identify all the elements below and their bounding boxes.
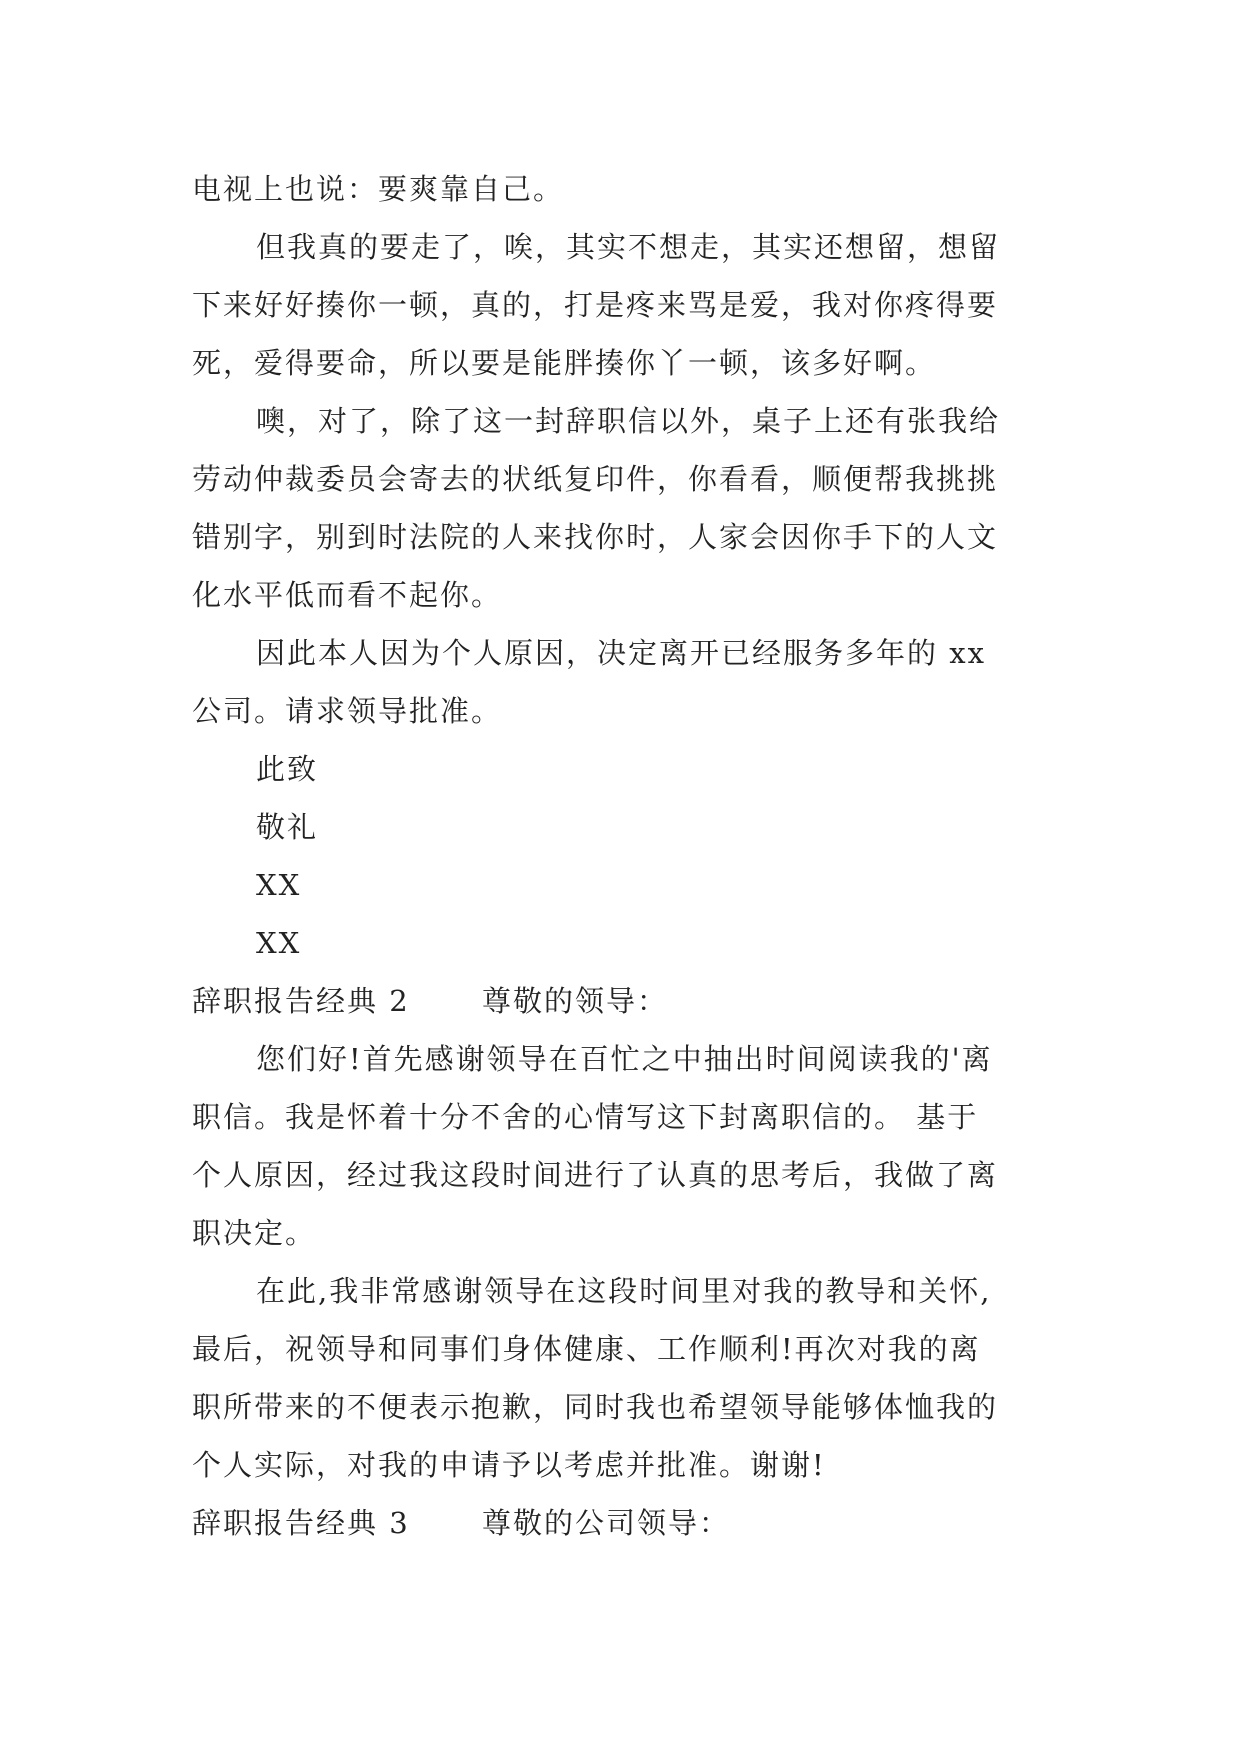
closing-regards: 敬礼 <box>256 810 319 844</box>
closing-salutation: 此致 <box>256 752 319 786</box>
text-line: 您们好!首先感谢领导在百忙之中抽出时间阅读我的'离 <box>256 1042 993 1076</box>
text-line: 错别字，别到时法院的人来找你时，人家会因你手下的人文 <box>192 520 999 554</box>
text-line: 劳动仲裁委员会寄去的状纸复印件，你看看，顺便帮我挑挑 <box>192 462 999 496</box>
section-heading-2 <box>192 972 1054 1030</box>
text-line: 个人原因，经过我这段时间进行了认真的思考后，我做了离 <box>192 1158 999 1192</box>
text-line: 电视上也说：要爽靠自己。 <box>192 172 565 206</box>
text-line: 职信。我是怀着十分不舍的心情写这下封离职信的。 基于 <box>192 1100 979 1134</box>
section-salutation: 尊敬的公司领导： <box>482 1506 731 1540</box>
text-line: 个人实际，对我的申请予以考虑并批准。谢谢! <box>192 1448 826 1482</box>
text-line: 化水平低而看不起你。 <box>192 578 503 612</box>
text-line: 公司。请求领导批准。 <box>192 694 503 728</box>
section-heading-3 <box>192 1494 1054 1552</box>
signature-date: XX <box>256 926 302 960</box>
section-title: 辞职报告经典 2 <box>192 984 410 1018</box>
text-line: 死，爱得要命，所以要是能胖揍你丫一顿，该多好啊。 <box>192 346 937 380</box>
section-salutation: 尊敬的领导： <box>482 984 669 1018</box>
document-body <box>192 160 1054 1552</box>
text-line: 下来好好揍你一顿，真的，打是疼来骂是爱，我对你疼得要 <box>192 288 999 322</box>
text-line: 因此本人因为个人原因，决定离开已经服务多年的 xx <box>256 636 986 670</box>
text-line: 噢，对了，除了这一封辞职信以外，桌子上还有张我给 <box>256 404 1001 438</box>
text-line: 在此,我非常感谢领导在这段时间里对我的教导和关怀, <box>256 1274 992 1308</box>
text-line: 职决定。 <box>192 1216 317 1250</box>
section-title: 辞职报告经典 3 <box>192 1506 410 1540</box>
text-line: 职所带来的不便表示抱歉，同时我也希望领导能够体恤我的 <box>192 1390 999 1424</box>
text-line: 但我真的要走了，唉，其实不想走，其实还想留，想留 <box>256 230 1001 264</box>
text-line: 最后，祝领导和同事们身体健康、工作顺利!再次对我的离 <box>192 1332 981 1366</box>
signature-name: XX <box>256 868 302 902</box>
